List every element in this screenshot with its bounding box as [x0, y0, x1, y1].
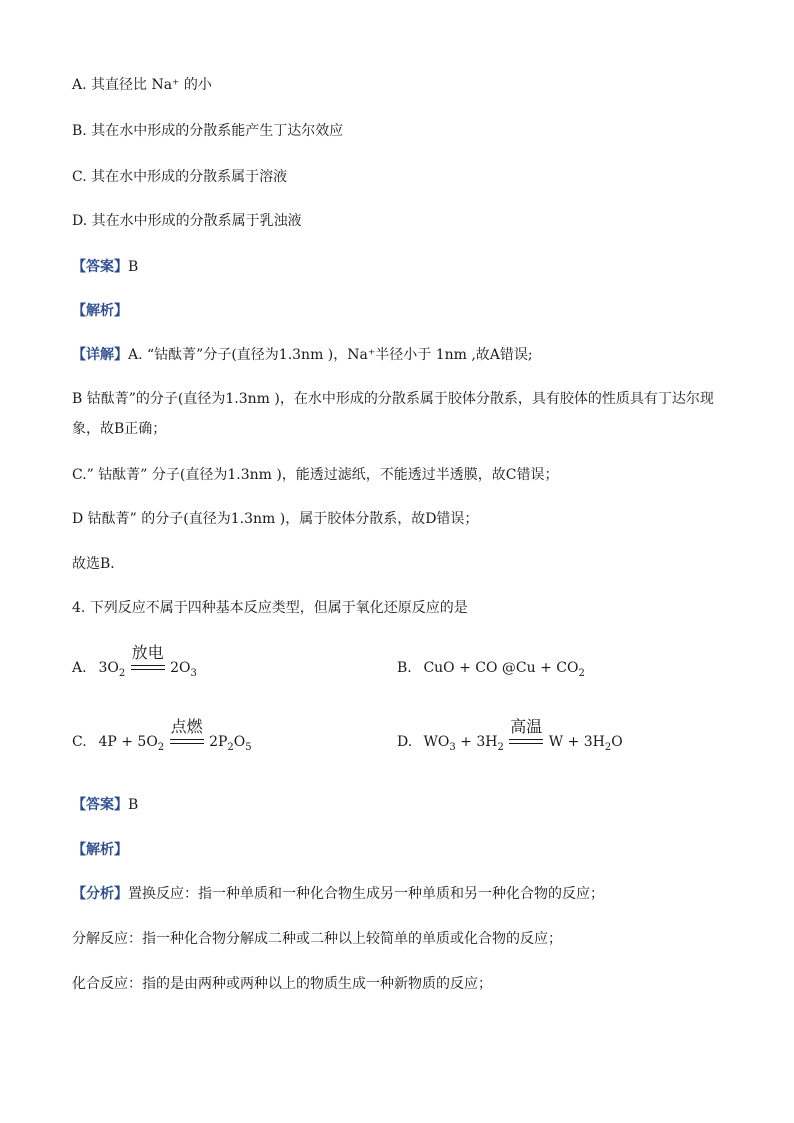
- answer-value: B: [128, 797, 139, 813]
- option-c-reactant: $4P + 5O_2$: [98, 734, 165, 753]
- reaction-condition-discharge: 放电: [131, 660, 165, 676]
- q4-explain-line-2: 分解反应：指一种化合物分解成二种或二种以上较简单的单质或化合物的反应；: [72, 931, 562, 947]
- q4-option-d: [397, 717, 623, 753]
- explain-label: 【分析】: [72, 886, 128, 902]
- q3-conclusion: 故选B．: [72, 556, 125, 572]
- detail-line-a: A. “钴酞菁”分子(直径为1.3nm )，Na⁺半径小于 1nm ,故A错误;: [128, 347, 533, 363]
- analysis-label: 【解析】: [72, 303, 128, 319]
- answer-value: B: [128, 259, 139, 275]
- q3-detail-b: B 钴酞菁”的分子(直径为1.3nm )，在水中形成的分散系属于胶体分散系，具有胶体的性质具有丁达尔现象，故B正确；: [72, 391, 714, 437]
- option-d-product: $W + 3H_2O$: [548, 734, 623, 753]
- q4-option-a: [72, 643, 197, 679]
- reaction-condition-high-temp: 高温: [509, 734, 543, 750]
- q4-option-c: [72, 717, 252, 753]
- option-d-letter: D.: [397, 734, 413, 750]
- q3-analysis-heading: [72, 302, 128, 320]
- option-a-letter: A.: [72, 660, 87, 676]
- answer-label: 【答案】: [72, 797, 128, 813]
- option-a-product: $2O_3$: [170, 660, 197, 679]
- option-b-letter: B.: [397, 660, 412, 676]
- q4-answer: [72, 796, 138, 814]
- q3-detail-a: [72, 346, 533, 364]
- q3-option-a: A. 其直径比 Na⁺ 的小: [72, 77, 212, 93]
- q4-option-b: [397, 660, 585, 679]
- option-a-reactant: $3O_2$: [98, 660, 126, 679]
- q3-option-b: B. 其在水中形成的分散系能产生丁达尔效应: [72, 123, 344, 139]
- q4-analysis-heading: [72, 841, 128, 859]
- q4-stem: 4. 下列反应不属于四种基本反应类型，但属于氧化还原反应的是: [72, 600, 468, 616]
- analysis-label: 【解析】: [72, 842, 128, 858]
- q3-detail-d: D 钴酞菁” 的分子(直径为1.3nm )，属于胶体分散系，故D错误；: [72, 511, 479, 527]
- q4-explain-line-1: 【分析】置换反应：指一种单质和一种化合物生成另一种单质和另一种化合物的反应；: [72, 886, 604, 902]
- q4-explain-line-3: 化合反应：指的是由两种或两种以上的物质生成一种新物质的反应；: [72, 976, 492, 992]
- q3-detail-c: C.” 钴酞菁” 分子(直径为1.3nm )，能透过滤纸，不能透过半透膜，故C错误；: [72, 467, 559, 483]
- detail-label: 【详解】: [72, 347, 128, 363]
- option-b-equation: CuO + CO @Cu + $CO_2$: [423, 660, 585, 679]
- option-c-product: $2P_2O_5$: [209, 734, 252, 753]
- option-c-letter: C.: [72, 734, 87, 750]
- q3-option-c: C. 其在水中形成的分散系属于溶液: [72, 169, 288, 185]
- q3-answer: [72, 258, 138, 276]
- answer-label: 【答案】: [72, 259, 128, 275]
- reaction-condition-ignite: 点燃: [170, 734, 204, 750]
- option-d-reactant: $WO_3 + 3H_2$: [423, 734, 504, 753]
- q3-option-d: D. 其在水中形成的分散系属于乳浊液: [72, 213, 302, 229]
